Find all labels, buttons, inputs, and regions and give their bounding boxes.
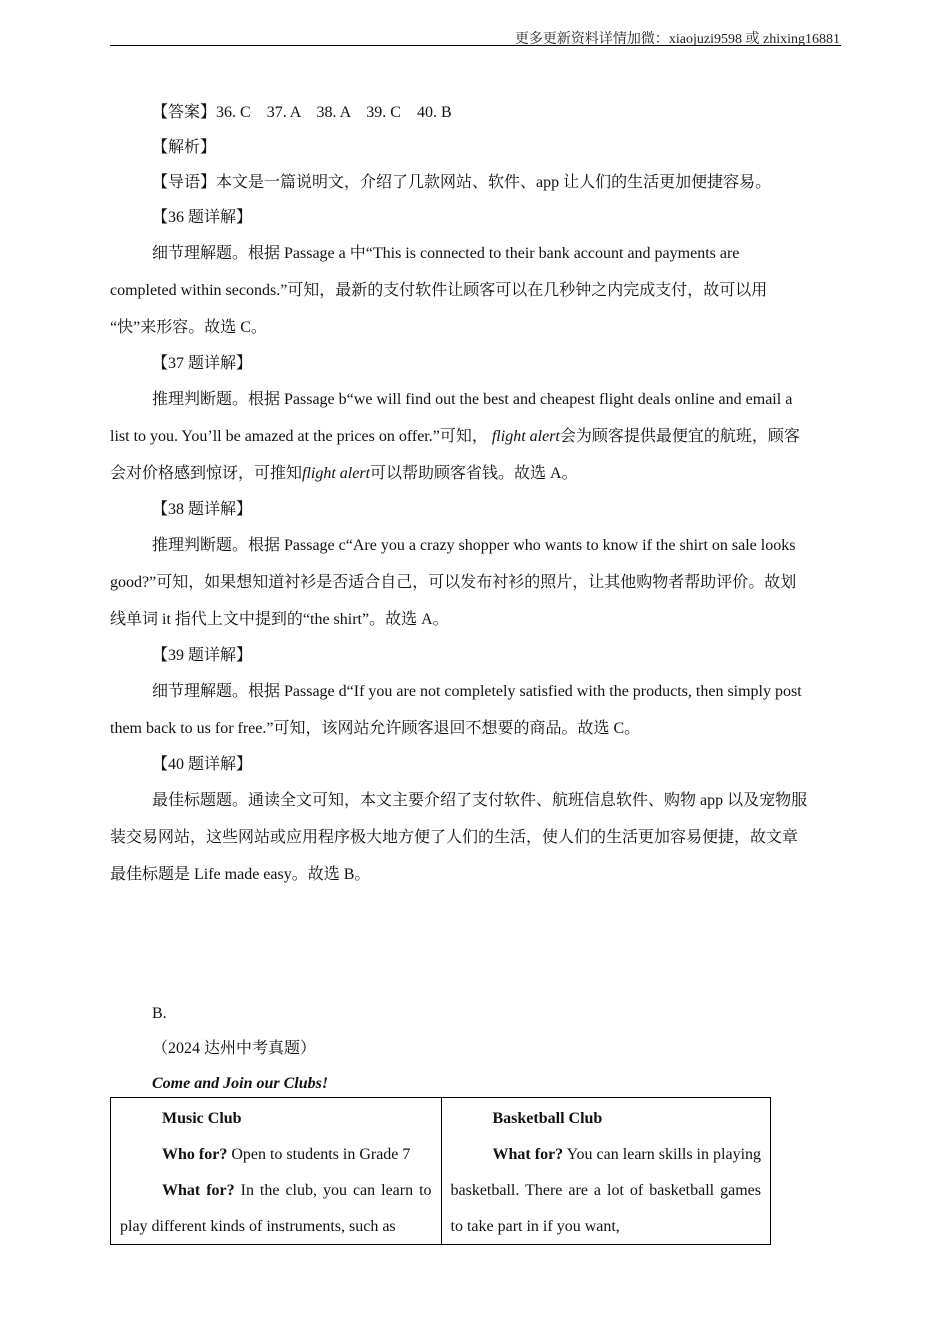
header-note: 更多更新资料详情加微：xiaojuzi9598 或 zhixing16881 [514, 32, 840, 47]
basketball-club-cell [441, 1098, 771, 1244]
music-club-what: What for? In the club, you can learn to play different kinds of instruments, such as [120, 1182, 432, 1235]
analysis-heading: 【解析】 [152, 139, 217, 156]
music-club-cell [111, 1098, 441, 1244]
q36-explanation: 细节理解题。根据 Passage a 中“This is connected to their bank account and payments are completed within seconds.”可知，最新的支付软件让顾客可以在几秒钟之内完成支付，故可以用 “快”来形容。故选 C。 [110, 245, 768, 336]
q40-heading: 【40 题详解】 [152, 756, 253, 773]
q37-heading: 【37 题详解】 [152, 355, 253, 372]
answer-line: 【答案】36. C 37. A 38. A 39. C 40. B [152, 104, 452, 121]
q39-explanation: 细节理解题。根据 Passage d“If you are not completely satisfied with the products, then simply post them back to us for free.”可知，该网站允许顾客退回不想要的商品。故选 C。 [110, 683, 802, 737]
clubs-table [110, 1097, 771, 1245]
guide-line: 【导语】本文是一篇说明文，介绍了几款网站、软件、app 让人们的生活更加便捷容易。 [152, 174, 772, 191]
music-club-name: Music Club [162, 1110, 242, 1127]
header-divider [110, 45, 841, 46]
q40-explanation: 最佳标题题。通读全文可知，本文主要介绍了支付软件、航班信息软件、购物 app 以及宠物服 装交易网站，这些网站或应用程序极大地方便了人们的生活，使人们的生活更加容易便捷，故文章 最佳标题是 Life made easy。故选 B。 [110, 792, 808, 883]
q36-heading: 【36 题详解】 [152, 209, 253, 226]
q37-explanation: 推理判断题。根据 Passage b“we will find out the best and cheapest flight deals online and email a list to you. You’ll be amazed at the prices on offer.”可知， flight alert会为顾客提供最便宜的航班，顾客 会对价格感到惊讶，可推知flight alert可以帮助顾客省钱。故选 A。 [110, 391, 800, 482]
music-club-who: Who for? Open to students in Grade 7 [162, 1146, 411, 1163]
flight-alert-term: flight alert [491, 428, 560, 445]
q38-heading: 【38 题详解】 [152, 501, 253, 518]
section-b-label: B. [152, 1005, 167, 1022]
basketball-club-name: Basketball Club [492, 1110, 603, 1127]
passage-title: Come and Join our Clubs! [152, 1075, 329, 1092]
q38-explanation: 推理判断题。根据 Passage c“Are you a crazy shopper who wants to know if the shirt on sale looks good?”可知，如果想知道衬衫是否适合自己，可以发布衬衫的照片，让其他购物者帮助评价。故划 线单词 it 指代上文中提到的“the shirt”。故选 A。 [110, 537, 797, 628]
answer-explanation [110, 95, 840, 1101]
source-note: （2024 达州中考真题） [152, 1040, 317, 1057]
basketball-club-what: What for? You can learn skills in playing basketball. There are a lot of basketball games to take part in if you want, [450, 1146, 762, 1235]
q39-heading: 【39 题详解】 [152, 647, 253, 664]
